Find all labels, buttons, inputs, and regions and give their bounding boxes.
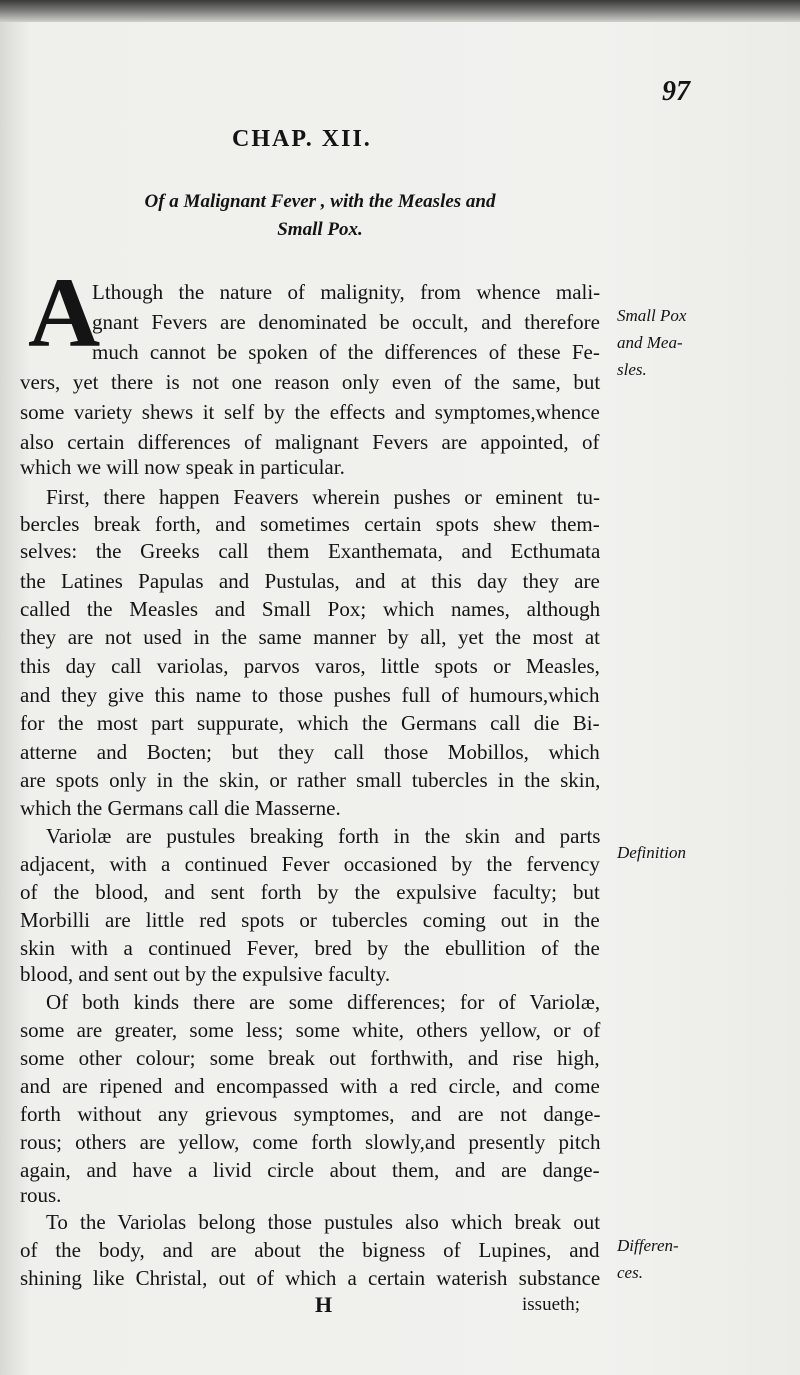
margin-note-line: sles. xyxy=(617,360,647,379)
text-line: Of both kinds there are some differences; for of Variolæ, xyxy=(46,990,601,1014)
text-line: called the Measles and Small Pox; which names, although xyxy=(20,597,601,621)
chapter-heading: CHAP. XII. xyxy=(232,126,372,152)
text-line: much cannot be spoken of the differences of these Fe- xyxy=(92,340,600,364)
text-line: of the body, and are about the bigness of Lupines, and xyxy=(20,1238,600,1262)
text-line: for the most part suppurate, which the Germans call die Bi- xyxy=(20,711,600,735)
text-line: the Latines Papulas and Pustulas, and at this day they are xyxy=(20,569,600,593)
text-line: selves: the Greeks call them Exanthemata, and Ecthumata xyxy=(20,539,601,563)
text-line: To the Variolas belong those pustules also which break out xyxy=(46,1210,601,1234)
text-line: which we will now speak in particular. xyxy=(20,455,345,479)
text-line: some are greater, some less; some white, others yellow, or of xyxy=(20,1018,601,1042)
text-line: forth without any grievous symptomes, and are not dange- xyxy=(20,1102,601,1126)
chapter-subtitle xyxy=(70,188,570,244)
margin-note-line: Small Pox xyxy=(617,306,687,325)
text-line: atterne and Bocten; but they call those Mobillos, which xyxy=(20,740,600,764)
text-line: bercles break forth, and sometimes certain spots shew them- xyxy=(20,512,600,536)
text-line: and they give this name to those pushes full of humours,which xyxy=(20,683,600,707)
text-line: skin with a continued Fever, bred by the ebullition of the xyxy=(20,936,600,960)
text-line: rous. xyxy=(20,1183,62,1207)
text-line: Lthough the nature of malignity, from whence mali- xyxy=(92,280,601,304)
subtitle-line: Small Pox. xyxy=(277,219,363,240)
text-line: also certain differences of malignant Fevers are appointed, of xyxy=(20,430,600,454)
margin-note-line: Definition xyxy=(617,843,686,862)
text-line: gnant Fevers are denominated be occult, and therefore xyxy=(92,310,600,334)
text-line: some variety shews it self by the effects and symptomes,whence xyxy=(20,400,600,424)
text-line: which the Germans call die Masserne. xyxy=(20,796,341,820)
margin-note-line: and Mea- xyxy=(617,333,683,352)
margin-note-small-pox xyxy=(617,302,797,383)
text-line: and are ripened and encompassed with a red circle, and come xyxy=(20,1074,600,1098)
text-line: rous; others are yellow, come forth slowly,and presently pitch xyxy=(20,1130,601,1154)
text-line: Variolæ are pustules breaking forth in the skin and parts xyxy=(46,824,601,848)
text-line: some other colour; some break out forthwith, and rise high, xyxy=(20,1046,600,1070)
catchword: issueth; xyxy=(522,1294,581,1315)
margin-note-line: ces. xyxy=(617,1263,643,1282)
signature-mark: H xyxy=(315,1292,333,1317)
text-line: are spots only in the skin, or rather small tubercles in the skin, xyxy=(20,768,601,792)
text-line: of the blood, and sent forth by the expulsive faculty; but xyxy=(20,880,600,904)
text-line: again, and have a livid circle about them, and are dange- xyxy=(20,1158,600,1182)
page-top-edge xyxy=(0,0,800,22)
text-line: shining like Christal, out of which a certain waterish substance xyxy=(20,1266,601,1290)
subtitle-line: Of a Malignant Fever , with the Measles and xyxy=(144,191,496,212)
margin-note-line: Differen- xyxy=(617,1236,679,1255)
text-line: vers, yet there is not one reason only even of the same, but xyxy=(20,370,601,394)
text-line: First, there happen Feavers wherein pushes or eminent tu- xyxy=(46,485,600,509)
drop-cap: A xyxy=(28,257,101,368)
text-line: Morbilli are little red spots or tubercles coming out in the xyxy=(20,908,600,932)
text-line: adjacent, with a continued Fever occasioned by the fervency xyxy=(20,852,600,876)
page-number: 97 xyxy=(662,76,690,107)
margin-note-definition xyxy=(617,839,797,866)
text-line: they are not used in the same manner by all, yet the most at xyxy=(20,625,601,649)
text-line: blood, and sent out by the expulsive faculty. xyxy=(20,962,391,986)
margin-note-differences xyxy=(617,1232,797,1286)
text-line: this day call variolas, parvos varos, little spots or Measles, xyxy=(20,654,600,678)
